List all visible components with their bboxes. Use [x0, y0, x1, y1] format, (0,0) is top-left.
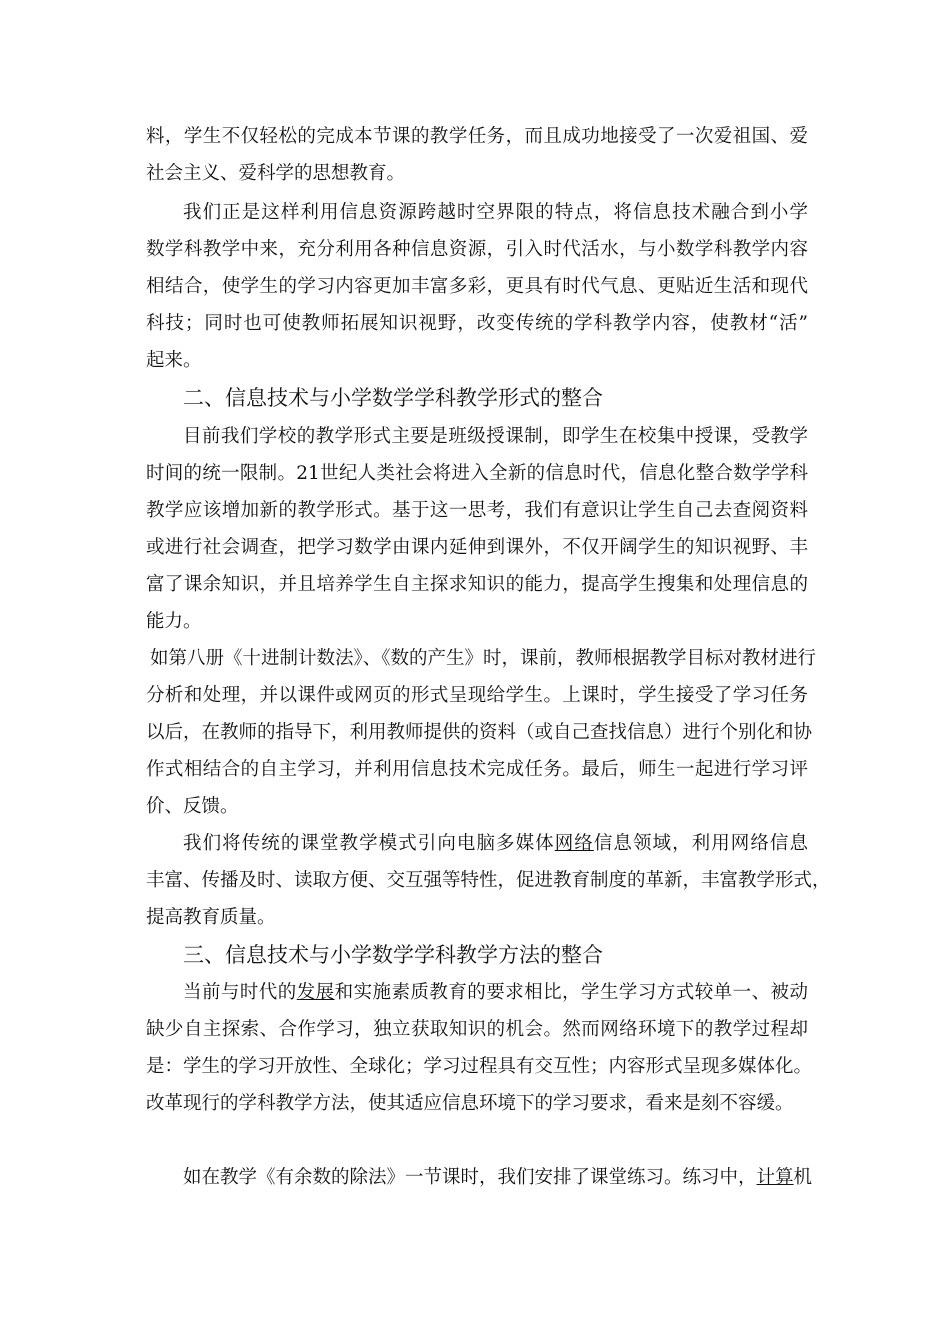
text-line: 料，学生不仅轻松的完成本节课的教学任务，而且成功地接受了一次爱祖国、爱 — [146, 126, 808, 147]
text-segment: 机 — [793, 1167, 813, 1188]
text-line: 以后，在教师的指导下，利用教师提供的资料（或自己查找信息）进行个别化和协 — [146, 722, 813, 743]
text-line: 时间的统一限制。21世纪人类社会将进入全新的信息时代，信息化整合数学学科 — [146, 463, 808, 484]
text-segment: 我们将传统的课堂教学模式引向电脑多媒体 — [183, 833, 555, 854]
text-line: 富了课余知识，并且培养学生自主探求知识的能力，提高学生搜集和处理信息的 — [146, 574, 808, 595]
section-heading: 三、信息技术与小学数学学科教学方法的整合 — [183, 943, 603, 967]
section-heading: 二、信息技术与小学数学学科教学形式的整合 — [183, 386, 603, 410]
text-line — [183, 1166, 813, 1190]
text-line: 丰富、传播及时、读取方便、交互强等特性，促进教育制度的革新，丰富教学形式， — [146, 870, 831, 891]
text-line: 目前我们学校的教学形式主要是班级授课制，即学生在校集中授课，受教学 — [183, 426, 808, 447]
text-segment: 信息领域，利用网络信息 — [593, 833, 808, 854]
text-line: 教学应该增加新的教学形式。基于这一思考，我们有意识让学生自己去查阅资料 — [146, 500, 808, 521]
underlined-term: 网络 — [554, 833, 594, 854]
text-line: 分析和处理，并以课件或网页的形式呈现给学生。上课时，学生接受了学习任务 — [146, 685, 808, 706]
text-line: 价、反馈。 — [146, 796, 239, 817]
text-line: 相结合，使学生的学习内容更加丰富多彩，更具有时代气息、更贴近生活和现代 — [146, 276, 808, 297]
text-line: 起来。 — [146, 350, 202, 371]
text-line: 社会主义、爱科学的思想教育。 — [146, 163, 406, 184]
text-line — [183, 832, 808, 856]
text-segment: 和实施素质教育的要求相比，学生学习方式较单一、被动 — [334, 982, 808, 1003]
text-line: 如第八册《十进制计数法》、《数的产生》时，课前，教师根据教学目标对教材进行 — [150, 648, 817, 669]
text-line: 数学科教学中来，充分利用各种信息资源，引入时代活水，与小数学科教学内容 — [146, 239, 808, 260]
text-line: 作式相结合的自主学习，并利用信息技术完成任务。最后，师生一起进行学习评 — [146, 759, 808, 780]
text-line: 缺少自主探索、合作学习，独立获取知识的机会。然而网络环境下的教学过程却 — [146, 1019, 808, 1040]
text-line: 是：学生的学习开放性、全球化；学习过程具有交互性；内容形式呈现多媒体化。 — [146, 1056, 813, 1077]
underlined-term: 发展 — [296, 982, 335, 1003]
text-line: 提高教育质量。 — [146, 907, 276, 928]
text-line: 我们正是这样利用信息资源跨越时空界限的特点，将信息技术融合到小学 — [183, 202, 808, 223]
underlined-term: 计算 — [756, 1167, 794, 1188]
text-line: 科技；同时也可使教师拓展知识视野，改变传统的学科教学内容，使教材“活” — [146, 313, 808, 334]
text-line: 改革现行的学科教学方法，使其适应信息环境下的学习要求，看来是刻不容缓。 — [146, 1093, 794, 1114]
text-line — [183, 981, 808, 1005]
text-segment: 如在教学《有余数的除法》一节课时，我们安排了课堂练习。练习中， — [183, 1167, 757, 1188]
text-line: 或进行社会调查，把学习数学由课内延伸到课外，不仅开阔学生的知识视野、丰 — [146, 537, 808, 558]
text-segment: 当前与时代的 — [183, 982, 297, 1003]
text-line: 能力。 — [146, 611, 202, 632]
